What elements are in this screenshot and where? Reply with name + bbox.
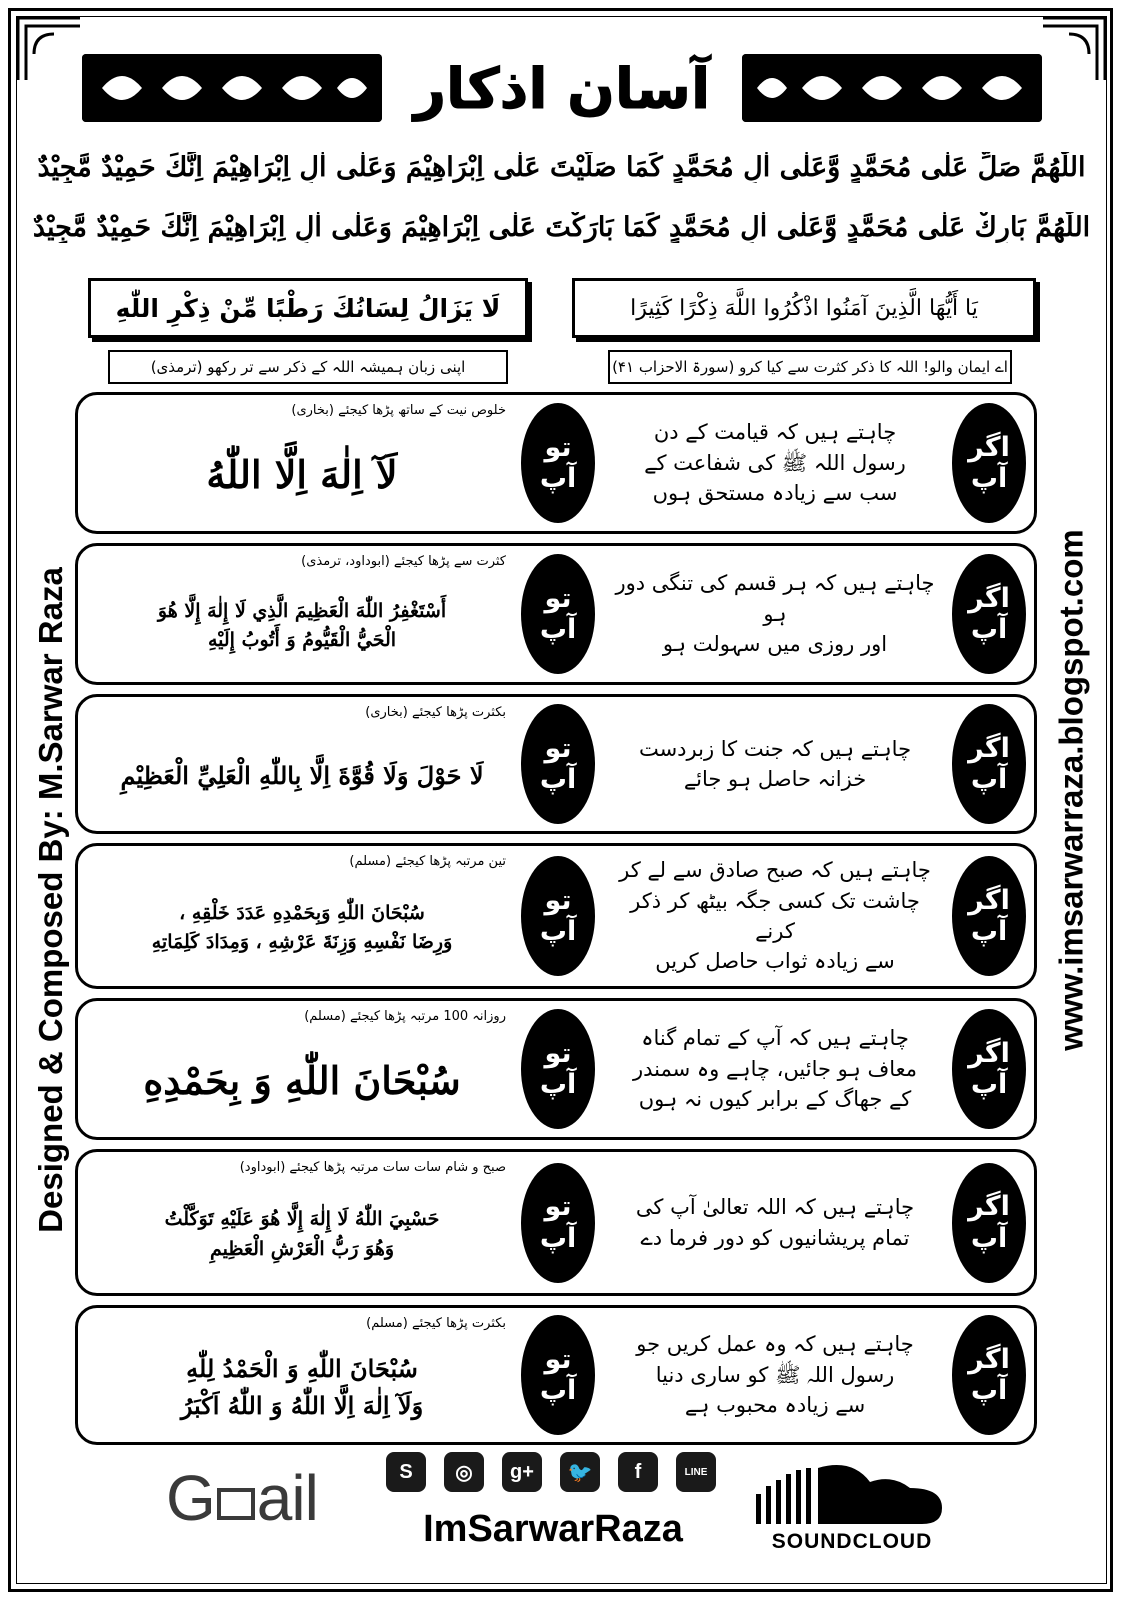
agar-aap-badge (952, 1315, 1026, 1435)
facebook-icon[interactable]: f (618, 1452, 658, 1492)
condition-line: چاہتے ہیں کہ ہر قسم کی تنگی دور ہو (615, 571, 935, 626)
zikr-item (75, 543, 1037, 685)
to-badge-text: آپ (539, 916, 577, 947)
condition-line: چاشت تک کسی جگہ بیٹھ کر ذکر کرنے (630, 888, 920, 943)
condition-line: رسول اللہ ﷺ کی شفاعت کے (644, 450, 906, 475)
agar-aap-badge (952, 403, 1026, 523)
agar-badge-text: اگر (968, 732, 1010, 764)
to-badge-text: آپ (539, 1069, 577, 1100)
title-band (82, 44, 1042, 134)
dua-text (92, 1338, 512, 1436)
dua-line: سُبْحَانَ اللّٰهِ وَ بِحَمْدِهِ (143, 1057, 461, 1103)
agar-aap-badge (952, 704, 1026, 824)
condition-text (610, 552, 940, 676)
soundcloud-icon (752, 1458, 952, 1530)
to-badge-text: تو (544, 732, 572, 764)
dua-text (92, 727, 512, 825)
dua-reference: خلوص نیت کے ساتھ پڑھا کیجئے (بخاری) (291, 403, 506, 418)
title-pattern-left (82, 54, 382, 122)
to-aap-badge (521, 554, 595, 674)
skype-icon[interactable]: S (386, 1452, 426, 1492)
durood-line-2: اللّٰهُمَّ بَارِكْ عَلٰى مُحَمَّدٍ وَّعَلٰى اٰلِ مُحَمَّدٍ كَمَا بَارَكْتَ عَلٰى اِبْرَاهِيْمَ وَعَلٰى اٰلِ اِبْرَاهِيْمَ اِنَّكَ حَمِيْدٌ مَّجِيْدٌ (32, 212, 1091, 243)
durood-line-1: اللّٰهُمَّ صَلِّ عَلٰى مُحَمَّدٍ وَّعَلٰى اٰلِ مُحَمَّدٍ كَمَا صَلَّيْتَ عَلٰى اِبْرَاهِيْمَ وَعَلٰى اٰلِ اِبْرَاهِيْمَ اِنَّكَ حَمِيْدٌ مَّجِيْدٌ (37, 152, 1086, 183)
condition-line: چاہتے ہیں کہ آپ کے تمام گناہ (641, 1026, 909, 1051)
condition-text (610, 852, 940, 980)
soundcloud-logo (752, 1458, 952, 1558)
condition-line: چاہتے ہیں کہ وہ عمل کریں جو (636, 1332, 914, 1357)
condition-line: سب سے زیادہ مستحق ہوں (652, 481, 898, 506)
condition-line: تمام پریشانیوں کو دور فرما دے (640, 1225, 910, 1250)
twitter-icon[interactable]: 🐦 (560, 1452, 600, 1492)
zikr-item (75, 1305, 1037, 1445)
zikr-item (75, 694, 1037, 834)
agar-badge-text: آپ (970, 1222, 1008, 1254)
agar-badge-text: آپ (970, 1069, 1008, 1100)
to-aap-badge (521, 1315, 595, 1435)
condition-text (610, 1314, 940, 1436)
poster-title: آسان اذکار (413, 56, 711, 122)
agar-badge-text: اگر (968, 1191, 1010, 1223)
to-aap-badge (521, 403, 595, 523)
to-badge-text: تو (544, 1037, 572, 1069)
to-badge-text: تو (544, 1343, 572, 1375)
instagram-icon[interactable]: ◎ (444, 1452, 484, 1492)
to-aap-badge (521, 1009, 595, 1129)
condition-text (610, 1007, 940, 1131)
verse-translation-left: اپنی زبان ہمیشہ اللہ کے ذکر سے تر رکھو (ترمذی) (108, 350, 508, 384)
agar-badge-text: اگر (968, 1037, 1010, 1069)
dua-text (92, 576, 512, 676)
condition-line: سے زیادہ ثواب حاصل کریں (655, 949, 895, 974)
agar-badge-text: اگر (968, 431, 1010, 463)
poster-title-box (402, 44, 722, 134)
condition-line: اور روزی میں سہولت ہو (662, 632, 888, 657)
agar-aap-badge (952, 554, 1026, 674)
agar-badge-text: آپ (970, 614, 1008, 645)
to-badge-text: آپ (539, 463, 577, 494)
dua-text (92, 1182, 512, 1287)
agar-badge-text: آپ (970, 463, 1008, 494)
dua-reference: روزانہ 100 مرتبہ پڑھا کیجئے (مسلم) (304, 1009, 506, 1024)
agar-badge-text: اگر (968, 1343, 1010, 1375)
condition-text (610, 703, 940, 825)
condition-line: خزانہ حاصل ہو جائے (683, 767, 867, 791)
to-badge-text: تو (544, 884, 572, 916)
zikr-item (75, 1149, 1037, 1296)
gmail-logo (166, 1460, 318, 1536)
dua-line: سُبْحَانَ اللّٰهِ وَ الْحَمْدُ لِلّٰهِ (186, 1353, 418, 1383)
to-badge-text: تو (544, 431, 572, 463)
line-icon[interactable]: LINE (676, 1452, 716, 1492)
dua-line: سُبْحَانَ اللّٰهِ وَبِحَمْدِهِ عَدَدَ خَلْقِهِ ، (179, 901, 425, 924)
to-badge-text: تو (544, 1191, 572, 1223)
condition-line: چاہتے ہیں کہ قیامت کے دن (653, 420, 897, 445)
gmail-g: G (166, 1462, 215, 1534)
agar-aap-badge (952, 856, 1026, 976)
condition-line: کے جھاگ کے برابر کیوں نہ ہوں (638, 1087, 912, 1112)
to-aap-badge (521, 1163, 595, 1283)
corner-ornament-top-left (14, 14, 84, 84)
dua-reference: بکثرت پڑھا کیجئے (بخاری) (365, 705, 506, 720)
dua-reference: تین مرتبہ پڑھا کیجئے (مسلم) (349, 854, 506, 869)
verse-translation-right: اے ایمان والو! اللہ کا ذکر کثرت سے کیا کرو (سورۃ الاحزاب ۴۱) (608, 350, 1012, 384)
condition-line: معاف ہو جائیں، چاہے وہ سمندر (632, 1056, 918, 1081)
designer-credit (22, 400, 80, 1400)
agar-badge-text: آپ (970, 916, 1008, 947)
title-pattern-right (742, 54, 1042, 122)
agar-aap-badge (952, 1163, 1026, 1283)
soundcloud-label: SOUNDCLOUD (771, 1530, 933, 1553)
blog-url-text: www.imsarwarraza.blogspot.com (1053, 529, 1091, 1051)
to-aap-badge (521, 856, 595, 976)
dua-line: لَا حَوْلَ وَلَا قُوَّةَ اِلَّا بِاللّٰهِ الْعَلِيِّ الْعَظِيْمِ (120, 761, 484, 791)
condition-line: چاہتے ہیں کہ صبح صادق سے لے کر (619, 858, 931, 883)
agar-badge-text: اگر (968, 884, 1010, 916)
condition-line: سے زیادہ محبوب ہے (684, 1393, 866, 1418)
dua-line: أَسْتَغْفِرُ اللّٰهَ الْعَظِيمَ الَّذِي لَا إِلٰهَ إِلَّا هُوَ (157, 599, 447, 622)
agar-aap-badge (952, 1009, 1026, 1129)
dua-text (92, 1031, 512, 1131)
condition-text (610, 401, 940, 525)
dua-reference: صبح و شام سات سات مرتبہ پڑھا کیجئے (ابوداود) (239, 1160, 506, 1175)
dua-reference: بکثرت پڑھا کیجئے (مسلم) (366, 1316, 506, 1331)
footer-handle: ImSarwarRaza (423, 1508, 683, 1550)
dua-line: وَرِضَا نَفْسِهِ وَزِنَةَ عَرْشِهِ ، وَمِدَادَ كَلِمَاتِهِ (151, 931, 453, 953)
agar-badge-text: اگر (968, 582, 1010, 614)
dua-text (92, 876, 512, 980)
zikr-item (75, 843, 1037, 989)
to-badge-text: آپ (539, 764, 577, 795)
condition-line: چاہتے ہیں کہ جنت کا زبردست (638, 736, 912, 761)
condition-text (610, 1158, 940, 1287)
dua-reference: کثرت سے پڑھا کیجئے (ابوداود، ترمذی) (301, 554, 506, 569)
google-plus-icon[interactable]: g+ (502, 1452, 542, 1492)
agar-badge-text: آپ (970, 764, 1008, 795)
verse-box-right: يَا أَيُّهَا الَّذِينَ آمَنُوا اذْكُرُوا اللَّهَ ذِكْرًا كَثِيرًا (572, 278, 1036, 338)
gmail-rest: ail (256, 1462, 318, 1534)
dua-line: لَآ اِلٰهَ اِلَّا اللّٰهُ (206, 451, 398, 497)
to-badge-text: تو (544, 582, 572, 614)
dua-line: وَلَآ اِلٰهَ اِلَّا اللّٰهُ وَ اللّٰهُ اَكْبَرُ (180, 1391, 424, 1420)
social-icons-row (386, 1452, 716, 1496)
dua-line: وَهُوَ رَبُّ الْعَرْشِ الْعَظِيمِ (209, 1237, 395, 1260)
to-badge-text: آپ (539, 614, 577, 645)
to-badge-text: آپ (539, 1222, 577, 1254)
agar-badge-text: آپ (970, 1375, 1008, 1406)
dua-line: الْحَيُّ الْقَيُّومُ وَ أَتُوبُ إِلَيْهِ (207, 629, 397, 651)
dua-text (92, 425, 512, 525)
envelope-icon (217, 1488, 255, 1520)
dua-line: حَسْبِيَ اللّٰهُ لَا إِلٰهَ إِلَّا هُوَ عَلَيْهِ تَوَكَّلْتُ (164, 1208, 440, 1231)
corner-ornament-top-right (1039, 14, 1109, 84)
condition-line: چاہتے ہیں کہ اللہ تعالیٰ آپ کی (635, 1195, 915, 1220)
zikr-item (75, 392, 1037, 534)
zikr-item (75, 998, 1037, 1140)
verse-box-left: لَا يَزَالُ لِسَانُكَ رَطْبًا مِّنْ ذِكْرِ اللّٰهِ (88, 278, 528, 338)
condition-line: رسول اللہ ﷺ کو ساری دنیا (655, 1362, 895, 1387)
to-badge-text: آپ (539, 1375, 577, 1406)
designer-credit-text: Designed & Composed By: M.Sarwar Raza (32, 567, 69, 1233)
blog-url (1042, 400, 1102, 1180)
to-aap-badge (521, 704, 595, 824)
